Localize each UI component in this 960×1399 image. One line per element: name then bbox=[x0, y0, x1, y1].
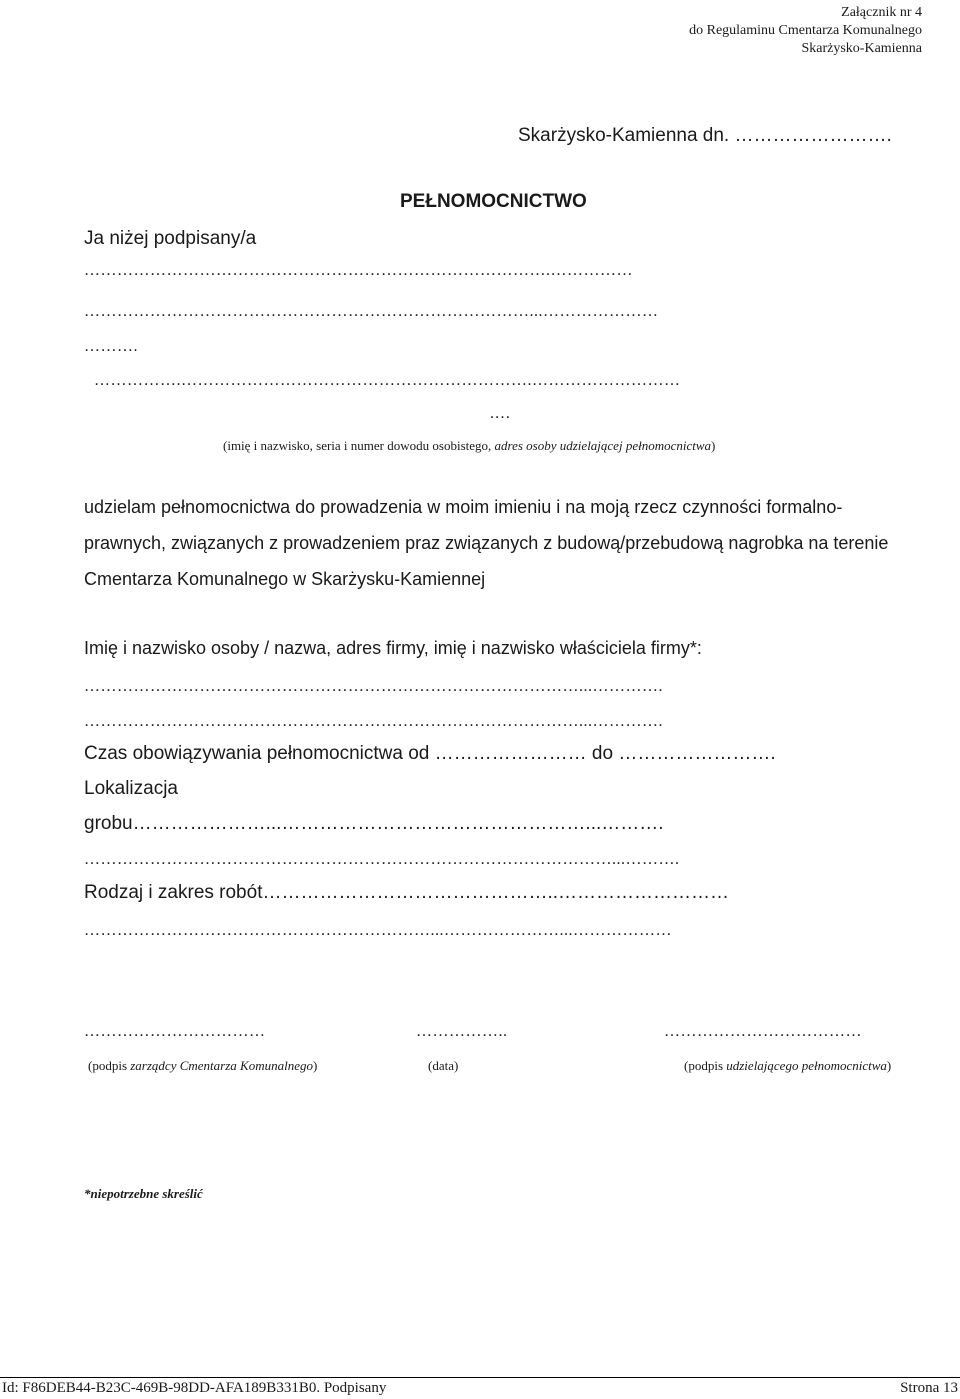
footer-document-id: Id: F86DEB44-B23C-469B-98DD-AFA189B331B0. Podpisany bbox=[2, 1380, 387, 1396]
location-label: Lokalizacja bbox=[84, 778, 178, 799]
signature-dots-grantor: ……………………………… bbox=[664, 1023, 862, 1040]
grantor-label: Ja niżej podpisany/a bbox=[84, 228, 257, 249]
scope-dotted-line: ………………………………………………………...…………………...……………… bbox=[84, 922, 672, 939]
grantor-dotted-line: ………. bbox=[84, 338, 138, 355]
attorney-dotted-line: ………………………………………………………………………………...…………. bbox=[84, 678, 663, 695]
signature-dots-date: …………….. bbox=[416, 1023, 508, 1040]
body-line: Cmentarza Komunalnego w Skarżysku-Kamiennej bbox=[84, 569, 486, 589]
annex-number: Załącznik nr 4 bbox=[841, 5, 922, 20]
grantor-dotted-line: ………………………………………………………………………….…………… bbox=[84, 262, 633, 279]
body-line: prawnych, związanych z prowadzeniem praz związanych z budową/przebudową nagrobka na terenie bbox=[84, 533, 889, 553]
location-dotted-line: ……………………………………………………………………………………...………. bbox=[84, 851, 680, 868]
scope-of-work: Rodzaj i zakres robót………………………………………..……………………… bbox=[84, 882, 730, 903]
signature-label-manager: (podpis zarządcy Cmentarza Komunalnego) bbox=[88, 1058, 318, 1073]
attorney-dotted-line: ………………………………………………………………………………...…………. bbox=[84, 713, 663, 730]
annex-city: Skarżysko-Kamienna bbox=[801, 41, 922, 56]
annex-regulation: do Regulaminu Cmentarza Komunalnego bbox=[689, 23, 922, 38]
grantor-dotted-line: ………………………………………………………………………...………………… bbox=[84, 303, 659, 320]
grave-location: grobu…………………...…………………………………………...………. bbox=[84, 813, 664, 834]
attorney-label: Imię i nazwisko osoby / nazwa, adres firmy, imię i nazwisko właściciela firmy*: bbox=[84, 638, 702, 658]
grantor-dotted-line: …………….……………………………………………………….……………………… bbox=[94, 372, 681, 389]
grantor-dotted-line: .… bbox=[490, 405, 511, 422]
footer-divider bbox=[0, 1377, 960, 1378]
signature-label-grantor: (podpis udzielającego pełnomocnictwa) bbox=[684, 1058, 892, 1073]
place-date: Skarżysko-Kamienna dn. ……………………. bbox=[518, 125, 892, 146]
signature-label-date: (data) bbox=[428, 1058, 459, 1073]
document-title: PEŁNOMOCNICTWO bbox=[400, 191, 587, 212]
footnote: *niepotrzebne skreślić bbox=[84, 1186, 203, 1201]
body-line: udzielam pełnomocnictwa do prowadzenia w moim imieniu i na moją rzecz czynności formalno- bbox=[84, 497, 843, 517]
footer-page-number: Strona 13 bbox=[900, 1380, 958, 1396]
signature-dots-manager: …………………………… bbox=[84, 1023, 266, 1040]
validity-period: Czas obowiązywania pełnomocnictwa od …………………… do ……………………. bbox=[84, 743, 776, 764]
grantor-caption: (imię i nazwisko, seria i numer dowodu osobistego, adres osoby udzielającej pełnomocnictwa) bbox=[223, 438, 716, 453]
